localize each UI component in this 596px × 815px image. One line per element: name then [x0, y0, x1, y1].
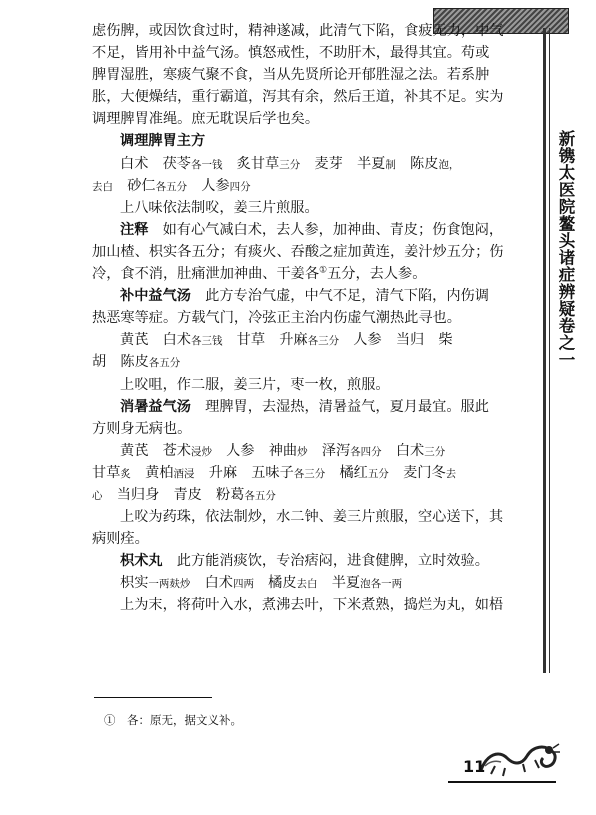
- page-number: 11: [463, 757, 486, 776]
- text-line: [92, 418, 522, 440]
- text-segment: 不足，皆用补中益气汤。慎怒戒性，不助肝木，最得其宜。苟或: [92, 45, 490, 62]
- text-segment: 制: [385, 158, 396, 171]
- text-line: [92, 153, 522, 175]
- text-segment: 黄芪 白术: [120, 332, 191, 349]
- text-segment: 此方专治气虚，中气不足，清气下陷，内伤调: [190, 288, 489, 305]
- text-segment: 炙甘草: [222, 155, 280, 172]
- text-segment: 各一钱: [190, 158, 223, 171]
- text-segment: 一两麸炒: [148, 578, 191, 591]
- text-segment: 四分: [229, 180, 251, 193]
- text-line: [92, 130, 522, 152]
- text-segment: 橘红: [325, 464, 368, 481]
- text-line: [92, 241, 522, 263]
- text-segment: 泽泻: [307, 442, 351, 459]
- text-segment: 胀，大便燥结，重行霸道，泻其有余，然后王道，补其不足。实为: [92, 89, 504, 106]
- text-segment: 酒浸: [173, 467, 195, 480]
- text-segment: 理脾胃，去湿热，清暑益气，夏月最宜。服此: [190, 398, 489, 415]
- text-line: [92, 175, 522, 197]
- text-line: [92, 528, 522, 550]
- text-line: [92, 219, 522, 241]
- text-segment: 泡各一两: [360, 578, 403, 591]
- text-segment: 当归身 青皮 粉葛: [102, 486, 245, 503]
- text-segment: 泡，: [438, 158, 460, 171]
- footnote-rule: [94, 697, 212, 698]
- text-line: [92, 86, 522, 108]
- text-segment: 升麻 五味子: [194, 464, 294, 481]
- text-line: [92, 462, 522, 484]
- text-segment: 胡 陈皮: [92, 354, 149, 371]
- text-segment: 上㕮为药珠，依法制炒，水二钟、姜三片煎服，空心送下，其: [120, 509, 504, 526]
- text-segment: 麦芽 半夏: [300, 155, 386, 172]
- text-segment: 炒: [297, 445, 308, 458]
- side-border: [543, 28, 546, 673]
- text-segment: 五分，去人参。: [327, 266, 427, 283]
- text-line: [92, 42, 522, 64]
- text-segment: 此方能消痰饮，专治痞闷，进食健脾，立时效验。: [162, 553, 489, 570]
- text-segment: 注释: [120, 221, 149, 238]
- text-segment: 调理脾胃主方: [120, 133, 206, 150]
- text-segment: 黄柏: [130, 464, 174, 481]
- text-segment: 人参 神曲: [211, 442, 298, 459]
- text-segment: 炙: [120, 467, 131, 480]
- text-line: [92, 440, 522, 462]
- text-segment: 心: [92, 489, 103, 502]
- text-segment: 上㕮咀，作二服，姜三片，枣一枚，煎服。: [120, 376, 390, 393]
- text-segment: 各三分: [307, 335, 340, 348]
- text-segment: 白术: [381, 442, 425, 459]
- text-segment: 四两: [232, 578, 254, 591]
- text-segment: 黄芪 苍术: [120, 442, 191, 459]
- text-segment: 去白: [92, 180, 113, 193]
- text-segment: 消暑益气汤: [120, 398, 191, 415]
- text-segment: 各四分: [350, 445, 382, 458]
- text-segment: 调理脾胃准绳。庶无耽误后学也矣。: [92, 111, 320, 128]
- text-segment: 方则身无病也。: [92, 420, 192, 437]
- text-segment: 甘草: [92, 464, 121, 481]
- text-segment: 五分: [367, 467, 389, 480]
- footnote: ① 各：原无，据文义补。: [104, 713, 242, 727]
- text-segment: 病则痊。: [92, 531, 149, 548]
- text-segment: 去白: [296, 578, 318, 591]
- text-line: [92, 108, 522, 130]
- text-segment: 如有心气减白术，去人参，加神曲、青皮；伤食饱闷，: [148, 221, 504, 238]
- text-segment: 各五分: [148, 357, 181, 370]
- text-segment: 冷，食不消，肚痛泄加神曲、干姜各: [92, 266, 320, 283]
- text-line: [92, 484, 522, 506]
- text-line: [92, 550, 522, 572]
- text-line: [92, 307, 522, 329]
- text-segment: 热恶寒等症。方载气门，冷弦正主治内伤虚气潮热此寻也。: [92, 310, 461, 327]
- text-segment: 甘草 升麻: [222, 332, 308, 349]
- text-line: [92, 374, 522, 396]
- text-segment: ①: [319, 265, 328, 276]
- running-header-title: 新镌太医院鳌头诸症辨疑卷之一: [556, 130, 575, 368]
- text-line: [92, 64, 522, 86]
- text-segment: 各五分: [244, 489, 276, 502]
- text-line: [92, 351, 522, 373]
- text-segment: 浸炒: [190, 445, 212, 458]
- text-segment: 补中益气汤: [120, 288, 191, 305]
- text-segment: 加山楂、枳实各五分；有痰火、吞酸之症加黄连，姜汁炒五分；伤: [92, 243, 504, 260]
- text-line: [92, 396, 522, 418]
- text-segment: 人参: [187, 177, 230, 194]
- text-segment: 各三钱: [190, 335, 223, 348]
- text-line: [92, 572, 522, 594]
- text-segment: 麦门冬: [388, 464, 446, 481]
- text-line: [92, 197, 522, 219]
- text-line: [92, 285, 522, 307]
- body-text: [92, 20, 522, 617]
- text-segment: 砂仁: [113, 177, 156, 194]
- text-line: [92, 263, 522, 285]
- text-segment: 虑伤脾，或因饮食过时，精神遂减，此清气下陷，食疲无力，中气: [92, 23, 504, 39]
- text-segment: 各三分: [293, 467, 326, 480]
- text-segment: 三分: [279, 158, 301, 171]
- text-segment: 三分: [424, 445, 446, 458]
- text-segment: 脾胃湿胜，寒痰气聚不食，当从先贤所论开郁胜湿之法。若系肿: [92, 67, 490, 84]
- text-segment: 白术: [190, 575, 233, 592]
- text-line: [92, 594, 522, 616]
- text-segment: 枳术丸: [120, 553, 163, 570]
- text-segment: 人参 当归 柴: [339, 332, 453, 349]
- text-segment: 枳实: [120, 575, 149, 592]
- text-segment: 橘皮: [253, 575, 297, 592]
- text-line: [92, 329, 522, 351]
- text-line: [92, 20, 522, 42]
- text-line: [92, 506, 522, 528]
- page-number-rule: [448, 781, 556, 783]
- dragon-ornament-icon: [475, 736, 561, 780]
- text-segment: 白术 茯苓: [120, 155, 191, 172]
- text-segment: 陈皮: [395, 155, 439, 172]
- text-segment: 去: [445, 467, 457, 480]
- text-segment: 半夏: [317, 575, 361, 592]
- text-segment: 上为末，将荷叶入水，煮沸去叶，下米煮熟，捣烂为丸，如梧: [120, 597, 504, 614]
- text-segment: 各五分: [155, 180, 188, 193]
- text-segment: 上八味依法制㕮，姜三片煎服。: [120, 199, 319, 216]
